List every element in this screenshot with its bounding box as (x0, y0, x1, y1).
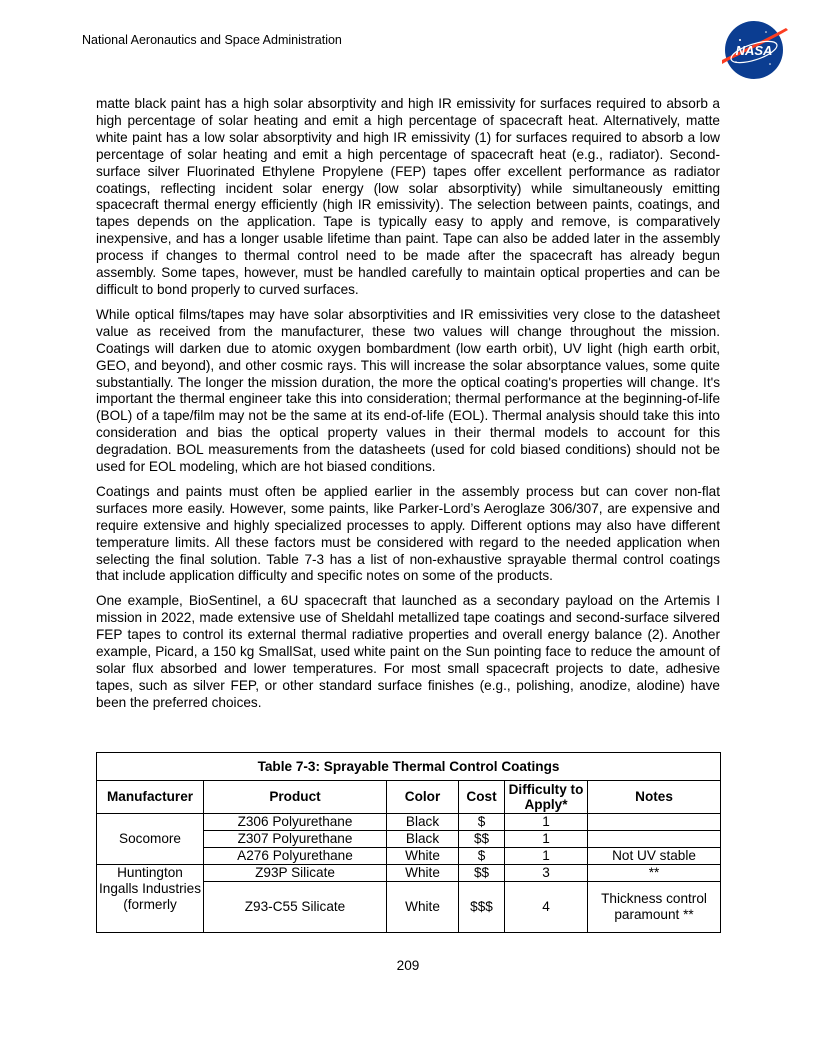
cell-notes: Thickness control paramount ** (588, 882, 721, 933)
header-notes: Notes (588, 781, 721, 814)
cell-cost: $$ (459, 831, 505, 848)
cell-color: White (387, 865, 459, 882)
cell-color: White (387, 882, 459, 933)
paragraph: One example, BioSentinel, a 6U spacecraft that launched as a secondary payload on the Artemis I mission in 2022, made extensive use of Sheldahl metallized tape coatings and second-surface silvered FEP tapes to control its external thermal radiative properties and overall energy balance (2). Another example, Picard, a 150 kg SmallSat, used white paint on the Sun pointing face to reduce the amount of solar flux absorbed and lower temperatures. For most small spacecraft projects to date, adhesive tapes, such as silver FEP, or other standard surface finishes (e.g., polishing, anodize, alodine) have been the preferred choices. (96, 593, 720, 710)
paragraph: Coatings and paints must often be applied earlier in the assembly process but can cover non-flat surfaces more easily. However, some paints, like Parker-Lord’s Aeroglaze 306/307, are expensive and require extensive and highly specialized processes to apply. Different options may also have different temperature limits. All these factors must be considered with regard to the needed application when selecting the final solution. Table 7-3 has a list of non-exhaustive sprayable thermal control coatings that include application difficulty and specific notes on some of the products. (96, 483, 720, 584)
cell-manufacturer: Huntington Ingalls Industries (formerly (97, 865, 204, 933)
cell-difficulty: 4 (505, 882, 588, 933)
cell-difficulty: 1 (505, 848, 588, 865)
cell-product: Z93P Silicate (204, 865, 387, 882)
header-product: Product (204, 781, 387, 814)
cell-product: Z306 Polyurethane (204, 814, 387, 831)
cell-cost: $ (459, 814, 505, 831)
paragraph: matte black paint has a high solar absorptivity and high IR emissivity for surfaces required to absorb a high percentage of solar heating and emit a high percentage of spacecraft heat. Alternatively, matte white paint has a low solar absorptivity and high IR emissivity (1) for surfaces required to absorb a low percentage of solar heating and emit a high percentage of spacecraft heat (e.g., radiator). Second-surface silver Fluorinated Ethylene Propylene (FEP) tapes offer excellent performance as radiator coatings, reflecting incident solar energy (low solar absorptivity) while simultaneously emitting spacecraft thermal energy efficiently (high IR emissivity). The selection between paints, coatings, and tapes depends on the application. Tape is typically easy to apply and remove, is comparatively inexpensive, and has a longer usable lifetime than paint. Tape can also be added later in the assembly process if changes to thermal control need to be made after the spacecraft has already begun assembly. Some tapes, however, must be handled carefully to maintain optical properties and can be difficult to bond properly to curved surfaces. (96, 96, 720, 297)
table-caption: Table 7-3: Sprayable Thermal Control Coatings (97, 753, 721, 781)
cell-manufacturer: Socomore (97, 814, 204, 865)
cell-product: Z307 Polyurethane (204, 831, 387, 848)
coatings-table-wrapper (96, 752, 720, 933)
cell-color: Black (387, 814, 459, 831)
page-number: 209 (396, 958, 420, 973)
cell-cost: $$ (459, 865, 505, 882)
header-color: Color (387, 781, 459, 814)
cell-notes: Not UV stable (588, 848, 721, 865)
body-text (96, 96, 720, 720)
cell-product: Z93-C55 Silicate (204, 882, 387, 933)
cell-color: White (387, 848, 459, 865)
coatings-table (96, 752, 721, 933)
cell-difficulty: 1 (505, 814, 588, 831)
cell-product: A276 Polyurethane (204, 848, 387, 865)
cell-cost: $$$ (459, 882, 505, 933)
cell-color: Black (387, 831, 459, 848)
table-row (97, 865, 721, 882)
paragraph: While optical films/tapes may have solar absorptivities and IR emissivities very close to the datasheet value as received from the manufacturer, these two values will change throughout the mission. Coatings will darken due to atomic oxygen bombardment (low earth orbit), UV light (high earth orbit, GEO, and beyond), and other cosmic rays. This will increase the solar absorptance values, some quite substantially. The longer the mission duration, the more the optical coating's properties will change. It's important the thermal engineer take this into consideration; thermal performance at the beginning-of-life (BOL) of a tape/film may not be the same at its end-of-life (EOL). Thermal analysis should take this into consideration and bias the optical property values in their thermal models to account for this degradation. BOL measurements from the datasheets (used for cold biased conditions) should not be used for EOL modeling, which are hot biased conditions. (96, 306, 720, 475)
cell-notes (588, 831, 721, 848)
header-cost: Cost (459, 781, 505, 814)
cell-notes (588, 814, 721, 831)
header-manufacturer: Manufacturer (97, 781, 204, 814)
cell-cost: $ (459, 848, 505, 865)
header-org-name: National Aeronautics and Space Administration (82, 33, 342, 47)
cell-difficulty: 3 (505, 865, 588, 882)
table-header-row (97, 781, 721, 814)
header-difficulty: Difficulty to Apply* (505, 781, 588, 814)
cell-notes: ** (588, 865, 721, 882)
nasa-logo-icon (720, 18, 790, 82)
cell-difficulty: 1 (505, 831, 588, 848)
table-row (97, 814, 721, 831)
nasa-logo-text: NASA (735, 43, 773, 58)
